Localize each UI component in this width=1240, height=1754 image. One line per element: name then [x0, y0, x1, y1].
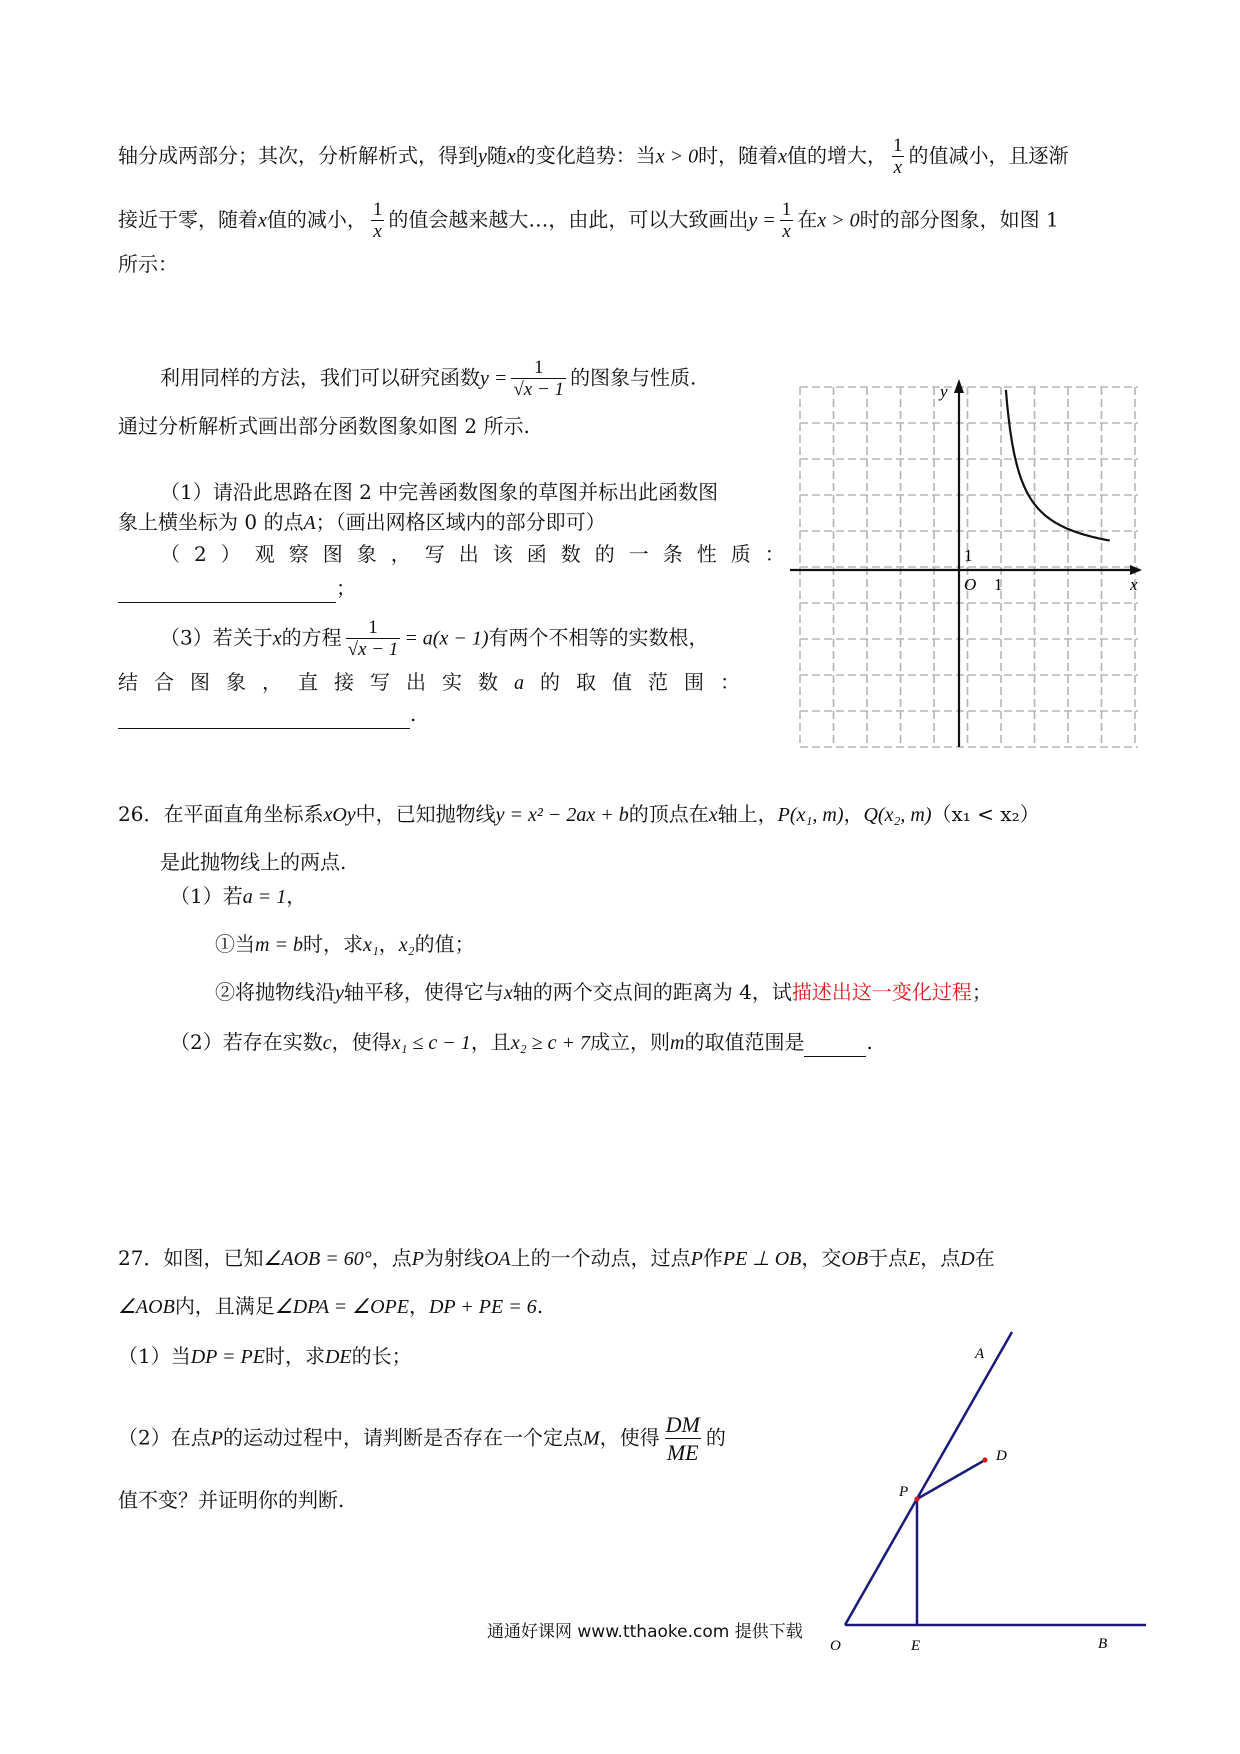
answer-blank-2[interactable] [118, 574, 336, 603]
q26-part-2: （2）若存在实数c，使得x₁ ≤ c − 1，且x₂ ≥ c + 7成立，则m的取值范围是 . [170, 1028, 873, 1057]
fraction-1-over-x-3: $\frac{1}{x}$ [781, 199, 792, 242]
q26-part-1-i: ①当m = b时，求x₁，x₂的值； [215, 932, 475, 956]
fraction-1-over-x: $\frac{1}{x}$ [893, 135, 903, 178]
fraction-1-over-x-2: $\frac{1}{x}$ [372, 199, 383, 242]
y-axis-arrow [954, 379, 964, 393]
label-D: D [996, 1448, 1007, 1464]
point-P [914, 1496, 919, 1501]
q27-line-1: 27．如图，已知∠AOB = 60°，点P为射线OA上的一个动点，过点P作PE ⊥ OB，交OB于点E，点D在 [118, 1246, 995, 1270]
q25-part-3-answer: . [118, 700, 416, 729]
q27-line-2: ∠AOB内，且满足∠DPA = ∠OPE，DP + PE = 6. [118, 1294, 544, 1318]
q26-part-1-ii: ②将抛物线沿y轴平移，使得它与x轴的两个交点间的距离为 4，试描述出这一变化过程； [215, 980, 992, 1004]
q25-line-2: 通过分析解析式画出部分函数图象如图 2 所示. [118, 414, 530, 438]
q26-line-1: 26．在平面直角坐标系xOy中，已知抛物线y = x² − 2ax + b的顶点在x轴上，P(x₁, m)，Q(x₂, m)（x₁ < x₂） [118, 802, 1040, 826]
q25-line-1: 利用同样的方法，我们可以研究函数y = $\frac{1}{√x - 1}$ 的图象与性质. [160, 357, 697, 400]
function-curve [1006, 390, 1110, 541]
q27-part-1: （1）当DP = PE时，求DE的长； [118, 1344, 412, 1368]
y-axis-label: y [940, 382, 948, 401]
y-tick-label: 1 [964, 546, 973, 565]
q26-part-1: （1）若a = 1， [170, 884, 307, 908]
geometry-figure [830, 1320, 1170, 1660]
x-axis-label: x [1130, 575, 1138, 594]
x-tick-label: 1 [994, 575, 1003, 594]
q25-part-2: （2）观察图象，写出该函数的一条性质： [160, 542, 799, 566]
intro-line-1: 轴分成两部分；其次，分析解析式，得到y随x的变化趋势：当x > 0时，随着x值的增大， $\frac{1}{x}$ 的值减小，且逐渐 [118, 135, 1069, 178]
intro-line-2: 接近于零，随着x值的减小， $\frac{1}{x}$ 的值会越来越大…，由此，可以大致画出y = $\frac{1}{x}$ 在x > 0时的部分图象，如图 1 [118, 199, 1059, 242]
q27-part-2: （2）在点P的运动过程中，请判断是否存在一个定点M，使得 $\frac{DM}{ME}$ 的 [118, 1412, 726, 1465]
fraction-dm-over-me: $\frac{DM}{ME}$ [665, 1412, 700, 1465]
q25-part-2-answer: ； [118, 574, 356, 603]
label-O: O [830, 1638, 841, 1654]
label-P: P [899, 1484, 909, 1500]
q25-part-3: （3）若关于x的方程 $\frac{1}{√x - 1}$ = a(x − 1)有两个不相等的实数根， [160, 617, 709, 660]
fraction-equation: $\frac{1}{√x - 1}$ [347, 617, 399, 660]
point-D [982, 1457, 987, 1462]
label-B: B [1098, 1636, 1108, 1652]
origin-label: O [964, 575, 977, 594]
ray-OA [845, 1332, 1012, 1625]
q26-line-2: 是此抛物线上的两点. [160, 850, 347, 874]
footer-credit: 通通好课网 www.tthaoke.com 提供下载 [487, 1622, 803, 1642]
q25-part-3-b: 结合图象，直接写出实数a的取值范围： [118, 670, 756, 694]
q25-part-1-a: （1）请沿此思路在图 2 中完善函数图象的草图并标出此函数图 [160, 480, 719, 504]
intro-line-3: 所示： [118, 252, 178, 276]
label-E: E [911, 1638, 921, 1654]
fraction-1-over-sqrtx-minus-1: $\frac{1}{√x - 1}$ [513, 357, 565, 400]
function-graph [780, 375, 1152, 755]
dashed-grid [800, 387, 1138, 747]
q25-part-1-b: 象上横坐标为 0 的点A；（画出网格区域内的部分即可） [118, 510, 606, 534]
q27-part-2-line-2: 值不变？并证明你的判断. [118, 1488, 345, 1512]
label-A: A [975, 1346, 985, 1362]
answer-blank-3[interactable] [118, 700, 410, 729]
answer-blank-q26[interactable] [804, 1028, 866, 1057]
